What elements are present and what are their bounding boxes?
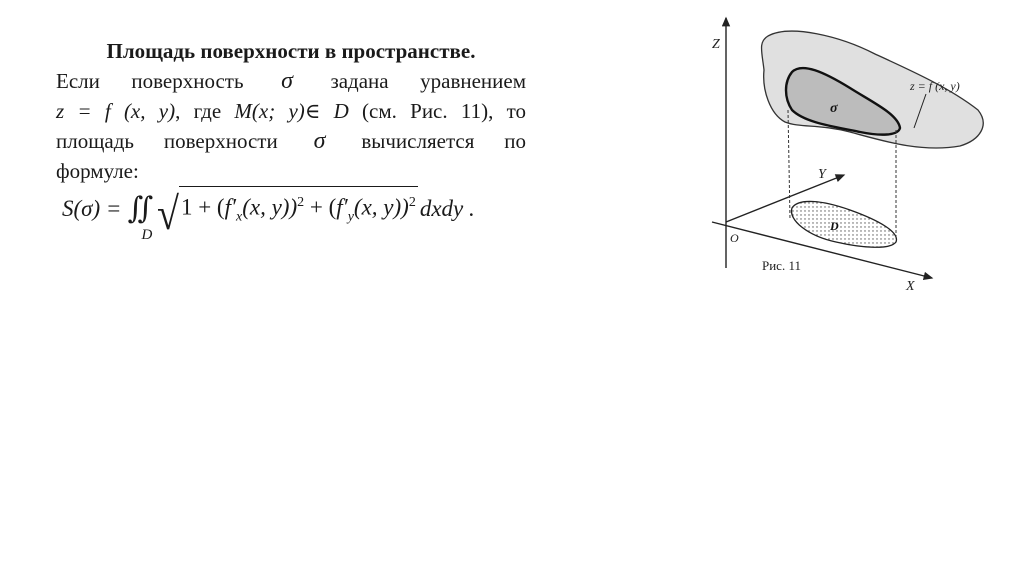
axis-y-label: Y bbox=[818, 167, 826, 182]
radicand bbox=[179, 186, 418, 231]
square-1: 2 bbox=[297, 195, 305, 210]
origin-label: O bbox=[730, 231, 739, 245]
region-d bbox=[791, 201, 896, 247]
text-block bbox=[56, 36, 526, 186]
line-2 bbox=[56, 96, 526, 126]
square-2: 2 bbox=[408, 195, 416, 210]
sigma-symbol: σ bbox=[281, 68, 293, 94]
figure-reference: (см. Рис. 11), то bbox=[362, 99, 527, 123]
radical-sign: √ bbox=[156, 187, 179, 240]
line-1-a: Если поверхность bbox=[56, 69, 244, 93]
differentials: dxdy . bbox=[419, 195, 475, 221]
region-d-label: D bbox=[830, 219, 839, 233]
line-4: формуле: bbox=[56, 159, 139, 183]
double-integral bbox=[127, 191, 153, 244]
figure-11 bbox=[700, 10, 990, 300]
one-plus: 1 + ( bbox=[180, 194, 225, 220]
projection-line-left bbox=[788, 110, 790, 220]
fx-subscript: x bbox=[236, 209, 243, 225]
args-2: (x, y)) bbox=[353, 194, 409, 220]
figure-caption: Рис. 11 bbox=[762, 258, 801, 273]
integral-region: D bbox=[141, 227, 153, 244]
fy-derivative: f′ bbox=[336, 194, 348, 220]
surface-equation: z = f (x, y) bbox=[56, 99, 176, 123]
line-3-a: площадь поверхности bbox=[56, 129, 278, 153]
line-3-b: вычисляется по bbox=[361, 129, 526, 153]
domain-condition: M(x; y)∈ D bbox=[234, 99, 349, 123]
integral-sign: ∬ bbox=[127, 192, 153, 226]
sigma-symbol-2: σ bbox=[313, 128, 326, 154]
axis-x-label: X bbox=[906, 279, 915, 294]
line-1-b: задана уравнением bbox=[330, 69, 527, 93]
surface-label: z = f (x, y) bbox=[910, 79, 960, 93]
args-1: (x, y)) bbox=[242, 194, 298, 220]
area-formula bbox=[62, 186, 475, 244]
axis-z-label: Z bbox=[712, 37, 720, 52]
line-3 bbox=[56, 126, 526, 156]
plus: + ( bbox=[304, 194, 337, 220]
line-2-where: , где bbox=[175, 99, 222, 123]
sigma-label: σ bbox=[830, 101, 838, 116]
square-root bbox=[156, 186, 418, 240]
fy-subscript: y bbox=[347, 209, 354, 225]
heading: Площадь поверхности в пространстве. bbox=[106, 39, 476, 63]
formula-lhs: S(σ) = bbox=[62, 195, 122, 221]
line-1 bbox=[56, 66, 526, 96]
fx-derivative: f′ bbox=[224, 194, 236, 220]
